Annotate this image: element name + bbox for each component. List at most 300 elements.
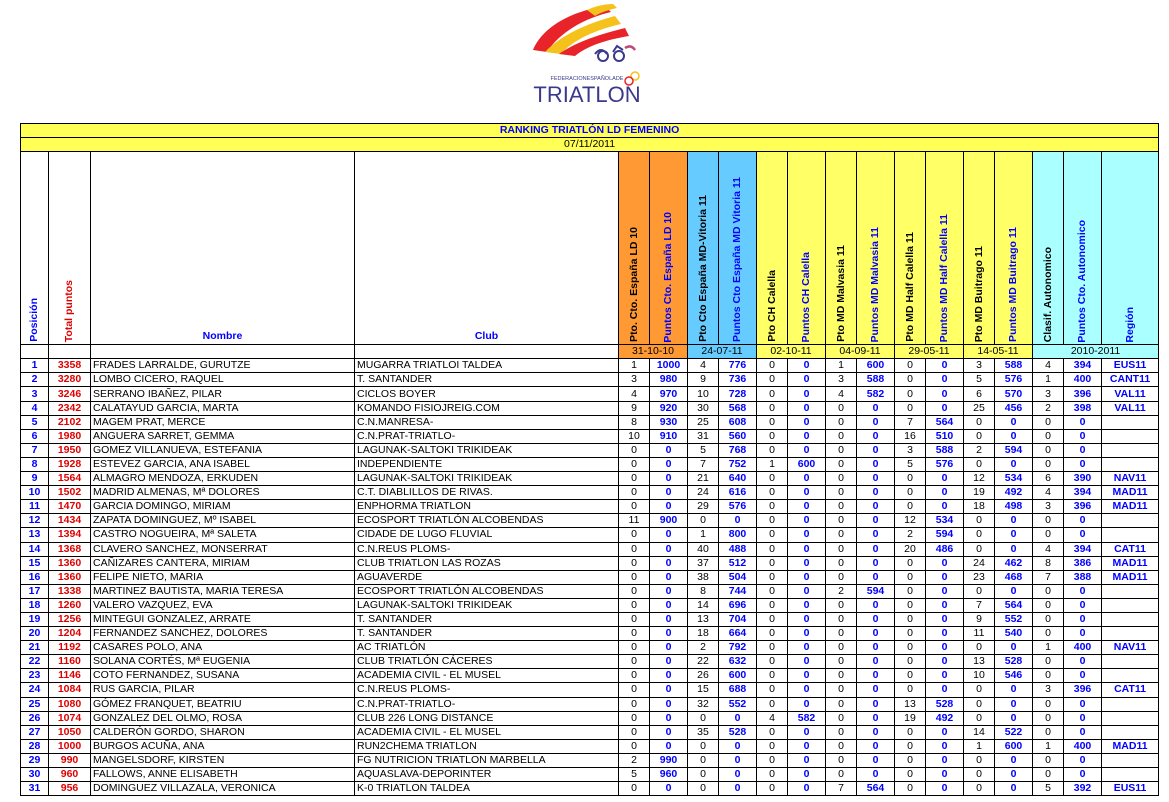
table-cell: LAGUNAK-SALTOKI TRIKIDEAK bbox=[355, 472, 619, 486]
table-cell: 970 bbox=[650, 387, 688, 401]
table-cell: 1434 bbox=[49, 514, 91, 528]
table-cell: 564 bbox=[926, 415, 964, 429]
table-cell: 0 bbox=[895, 570, 926, 584]
table-cell: 10 bbox=[21, 486, 49, 500]
table-cell: 0 bbox=[619, 627, 650, 641]
table-cell: ACADEMIA CIVIL - EL MUSEL bbox=[355, 725, 619, 739]
table-cell: 10 bbox=[688, 387, 719, 401]
table-cell: 0 bbox=[1064, 443, 1102, 457]
table-cell: 0 bbox=[788, 768, 826, 782]
table-cell: 0 bbox=[1033, 768, 1064, 782]
table-cell: 26 bbox=[21, 711, 49, 725]
table-cell: 0 bbox=[964, 753, 995, 767]
table-cell: 0 bbox=[995, 514, 1033, 528]
table-cell: 4 bbox=[1033, 359, 1064, 373]
table-cell: 0 bbox=[826, 768, 857, 782]
table-cell: 0 bbox=[788, 401, 826, 415]
table-cell: 504 bbox=[719, 570, 757, 584]
table-cell: 0 bbox=[895, 584, 926, 598]
table-cell: 0 bbox=[650, 443, 688, 457]
table-cell: 1 bbox=[1033, 739, 1064, 753]
table-row bbox=[21, 472, 1159, 486]
table-cell: 0 bbox=[757, 768, 788, 782]
table-cell: 1080 bbox=[49, 697, 91, 711]
table-cell: 1260 bbox=[49, 598, 91, 612]
table-cell: 29 bbox=[688, 500, 719, 514]
table-cell: 0 bbox=[857, 472, 895, 486]
table-cell: 492 bbox=[926, 711, 964, 725]
header-c12: Puntos MD Buitrago 11 bbox=[995, 152, 1033, 345]
table-cell: 608 bbox=[719, 415, 757, 429]
table-cell: MAGEM PRAT, MERCE bbox=[91, 415, 355, 429]
table-cell: 0 bbox=[857, 514, 895, 528]
table-cell bbox=[1102, 753, 1159, 767]
table-cell: 11 bbox=[619, 514, 650, 528]
table-cell: 0 bbox=[757, 514, 788, 528]
table-cell: 776 bbox=[719, 359, 757, 373]
table-row bbox=[21, 500, 1159, 514]
table-cell: 0 bbox=[1033, 429, 1064, 443]
table-cell: 0 bbox=[857, 711, 895, 725]
table-cell: K-0 TRIATLON TALDEA bbox=[355, 782, 619, 796]
table-cell: 24 bbox=[688, 486, 719, 500]
table-cell: 0 bbox=[1064, 669, 1102, 683]
table-cell: BURGOS ACUÑA, ANA bbox=[91, 739, 355, 753]
table-cell: 0 bbox=[619, 443, 650, 457]
table-cell: 0 bbox=[1064, 415, 1102, 429]
table-cell: 728 bbox=[719, 387, 757, 401]
table-cell: 5 bbox=[688, 443, 719, 457]
table-cell: 0 bbox=[895, 598, 926, 612]
table-cell: 0 bbox=[650, 472, 688, 486]
table-cell: 16 bbox=[21, 570, 49, 584]
table-cell: 21 bbox=[21, 641, 49, 655]
table-cell: 0 bbox=[650, 627, 688, 641]
table-cell: 0 bbox=[826, 669, 857, 683]
table-cell: 2 bbox=[964, 443, 995, 457]
table-cell: GOMEZ VILLANUEVA, ESTEFANIA bbox=[91, 443, 355, 457]
table-cell: 0 bbox=[895, 627, 926, 641]
table-cell: 704 bbox=[719, 612, 757, 626]
table-cell: 1502 bbox=[49, 486, 91, 500]
table-cell: 0 bbox=[1064, 598, 1102, 612]
table-cell: 980 bbox=[650, 373, 688, 387]
table-cell: 1050 bbox=[49, 725, 91, 739]
table-cell bbox=[1102, 514, 1159, 528]
table-cell: 3 bbox=[826, 373, 857, 387]
table-cell: 0 bbox=[995, 768, 1033, 782]
table-cell: 0 bbox=[1033, 669, 1064, 683]
table-cell: 0 bbox=[857, 612, 895, 626]
table-cell: VAL11 bbox=[1102, 387, 1159, 401]
table-cell: 0 bbox=[826, 753, 857, 767]
table-cell: 0 bbox=[1033, 415, 1064, 429]
table-cell: CAT11 bbox=[1102, 683, 1159, 697]
table-cell: NAV11 bbox=[1102, 641, 1159, 655]
table-cell: 0 bbox=[788, 739, 826, 753]
table-cell: T. SANTANDER bbox=[355, 373, 619, 387]
table-cell: 1928 bbox=[49, 457, 91, 471]
table-cell: 7 bbox=[1033, 570, 1064, 584]
table-cell: 396 bbox=[1064, 500, 1102, 514]
table-cell: 28 bbox=[21, 739, 49, 753]
ranking-title: RANKING TRIATLÓN LD FEMENINO bbox=[21, 124, 1159, 138]
table-row bbox=[21, 359, 1159, 373]
table-cell: 0 bbox=[757, 415, 788, 429]
table-cell: LAGUNAK-SALTOKI TRIKIDEAK bbox=[355, 598, 619, 612]
table-cell: 4 bbox=[757, 711, 788, 725]
table-cell: 0 bbox=[1033, 655, 1064, 669]
table-cell: ACADEMIA CIVIL - EL MUSEL bbox=[355, 669, 619, 683]
table-cell: 0 bbox=[926, 500, 964, 514]
table-cell: 0 bbox=[757, 401, 788, 415]
table-cell: 3 bbox=[1033, 500, 1064, 514]
table-cell: 0 bbox=[926, 627, 964, 641]
table-cell: 0 bbox=[1064, 528, 1102, 542]
table-cell: C.N.MANRESA- bbox=[355, 415, 619, 429]
table-cell: 0 bbox=[895, 373, 926, 387]
table-cell: 0 bbox=[788, 584, 826, 598]
table-cell: 498 bbox=[995, 500, 1033, 514]
table-cell: 1 bbox=[688, 528, 719, 542]
date-cto-espana-ld: 31-10-10 bbox=[619, 345, 688, 359]
header-c6: Puntos CH Calella bbox=[788, 152, 826, 345]
table-cell: 0 bbox=[719, 768, 757, 782]
table-cell: 600 bbox=[719, 669, 757, 683]
header-c10: Puntos MD Half Calella 11 bbox=[926, 152, 964, 345]
table-cell: 1368 bbox=[49, 542, 91, 556]
table-cell: 0 bbox=[857, 570, 895, 584]
table-cell: 32 bbox=[688, 697, 719, 711]
table-cell: 0 bbox=[857, 768, 895, 782]
table-cell: 0 bbox=[619, 542, 650, 556]
table-cell: 7 bbox=[964, 598, 995, 612]
table-cell: 10 bbox=[619, 429, 650, 443]
table-cell: 616 bbox=[719, 486, 757, 500]
table-cell: 6 bbox=[21, 429, 49, 443]
table-cell: 398 bbox=[1064, 401, 1102, 415]
table-cell bbox=[1102, 443, 1159, 457]
svg-text:TRIATLON: TRIATLON bbox=[533, 82, 641, 107]
table-cell: 27 bbox=[21, 725, 49, 739]
table-cell: 688 bbox=[719, 683, 757, 697]
table-cell: 1360 bbox=[49, 556, 91, 570]
table-cell: 1146 bbox=[49, 669, 91, 683]
table-cell: 1256 bbox=[49, 612, 91, 626]
table-cell: 0 bbox=[826, 598, 857, 612]
table-cell: 30 bbox=[688, 401, 719, 415]
table-cell: 0 bbox=[719, 739, 757, 753]
table-cell: 900 bbox=[650, 514, 688, 528]
table-cell: 0 bbox=[995, 683, 1033, 697]
table-cell bbox=[1102, 415, 1159, 429]
table-cell: ALMAGRO MENDOZA, ERKUDEN bbox=[91, 472, 355, 486]
table-cell: 588 bbox=[857, 373, 895, 387]
table-cell: 960 bbox=[650, 768, 688, 782]
table-cell: 8 bbox=[21, 457, 49, 471]
table-cell: 8 bbox=[1033, 556, 1064, 570]
table-cell: 12 bbox=[964, 472, 995, 486]
table-cell: 0 bbox=[857, 669, 895, 683]
table-cell: KOMANDO FISIOJREIG.COM bbox=[355, 401, 619, 415]
table-cell: 0 bbox=[826, 612, 857, 626]
table-cell: 0 bbox=[757, 556, 788, 570]
table-cell: 0 bbox=[1064, 753, 1102, 767]
table-cell: 20 bbox=[21, 627, 49, 641]
table-cell: 0 bbox=[926, 359, 964, 373]
table-cell bbox=[1102, 612, 1159, 626]
table-cell: 1 bbox=[619, 359, 650, 373]
table-cell: 0 bbox=[895, 486, 926, 500]
table-cell: 13 bbox=[21, 528, 49, 542]
header-c3: Pto Cto España MD-Vitoria 11 bbox=[688, 152, 719, 345]
table-cell: 0 bbox=[926, 782, 964, 796]
table-cell: 0 bbox=[650, 556, 688, 570]
table-cell: 0 bbox=[788, 373, 826, 387]
table-cell: CALDERÓN GORDO, SHARON bbox=[91, 725, 355, 739]
table-cell: 0 bbox=[926, 683, 964, 697]
table-cell: 576 bbox=[926, 457, 964, 471]
table-cell: 0 bbox=[650, 457, 688, 471]
table-cell: 0 bbox=[826, 725, 857, 739]
table-cell: CLAVERO SANCHEZ, MONSERRAT bbox=[91, 542, 355, 556]
table-cell: 456 bbox=[995, 401, 1033, 415]
table-cell: GONZALEZ DEL OLMO, ROSA bbox=[91, 711, 355, 725]
table-cell: 2 bbox=[826, 584, 857, 598]
date-half-calella: 29-05-11 bbox=[895, 345, 964, 359]
table-cell: 0 bbox=[895, 612, 926, 626]
table-cell: 0 bbox=[757, 612, 788, 626]
table-row bbox=[21, 697, 1159, 711]
table-cell: 0 bbox=[650, 584, 688, 598]
table-cell: 0 bbox=[995, 711, 1033, 725]
table-cell: 0 bbox=[995, 429, 1033, 443]
table-cell: 1074 bbox=[49, 711, 91, 725]
table-row bbox=[21, 627, 1159, 641]
table-cell: 0 bbox=[826, 443, 857, 457]
table-cell: 0 bbox=[688, 753, 719, 767]
table-cell: 0 bbox=[757, 542, 788, 556]
table-cell: 0 bbox=[964, 697, 995, 711]
table-cell: 3 bbox=[619, 373, 650, 387]
table-cell: 0 bbox=[1033, 697, 1064, 711]
table-cell: 0 bbox=[788, 359, 826, 373]
table-cell: 0 bbox=[788, 655, 826, 669]
date-malvasia: 04-09-11 bbox=[826, 345, 895, 359]
date-row bbox=[21, 345, 1159, 359]
table-cell: 5 bbox=[21, 415, 49, 429]
table-cell: 23 bbox=[964, 570, 995, 584]
table-cell: 0 bbox=[926, 753, 964, 767]
header-nombre: Nombre bbox=[91, 152, 355, 345]
table-row bbox=[21, 782, 1159, 796]
table-cell: 0 bbox=[788, 782, 826, 796]
table-cell: 12 bbox=[21, 514, 49, 528]
table-cell: ESTEVEZ GARCIA, ANA ISABEL bbox=[91, 457, 355, 471]
table-cell: 0 bbox=[619, 711, 650, 725]
table-cell: 0 bbox=[857, 627, 895, 641]
table-cell: 0 bbox=[650, 500, 688, 514]
table-cell: 792 bbox=[719, 641, 757, 655]
table-cell: 0 bbox=[788, 669, 826, 683]
table-cell: 0 bbox=[926, 669, 964, 683]
table-cell: INDEPENDIENTE bbox=[355, 457, 619, 471]
table-cell: 0 bbox=[619, 782, 650, 796]
table-cell: 6 bbox=[1033, 472, 1064, 486]
table-cell: 0 bbox=[857, 655, 895, 669]
table-cell: LOMBO CICERO, RAQUEL bbox=[91, 373, 355, 387]
table-cell: CAÑIZARES CANTERA, MIRIAM bbox=[91, 556, 355, 570]
table-cell: 0 bbox=[757, 373, 788, 387]
table-cell: EUS11 bbox=[1102, 359, 1159, 373]
table-row bbox=[21, 443, 1159, 457]
table-cell: 24 bbox=[21, 683, 49, 697]
table-cell: 0 bbox=[964, 641, 995, 655]
table-cell: 990 bbox=[650, 753, 688, 767]
table-cell: C.N.PRAT-TRIATLO- bbox=[355, 697, 619, 711]
table-cell: 920 bbox=[650, 401, 688, 415]
table-cell: 0 bbox=[788, 429, 826, 443]
table-cell: 1564 bbox=[49, 472, 91, 486]
table-cell: 0 bbox=[688, 514, 719, 528]
table-cell: 0 bbox=[688, 739, 719, 753]
table-cell: 0 bbox=[757, 584, 788, 598]
table-cell: 0 bbox=[757, 472, 788, 486]
table-cell: 0 bbox=[1033, 528, 1064, 542]
table-cell: 0 bbox=[964, 782, 995, 796]
table-cell: 0 bbox=[826, 415, 857, 429]
table-cell: 0 bbox=[619, 641, 650, 655]
table-cell: 600 bbox=[995, 739, 1033, 753]
table-cell: 0 bbox=[995, 528, 1033, 542]
table-cell: 396 bbox=[1064, 683, 1102, 697]
table-cell: MARTINEZ BAUTISTA, MARIA TERESA bbox=[91, 584, 355, 598]
table-cell: 0 bbox=[619, 500, 650, 514]
table-row bbox=[21, 556, 1159, 570]
table-cell: 0 bbox=[857, 753, 895, 767]
table-cell: 552 bbox=[995, 612, 1033, 626]
table-cell: 0 bbox=[1064, 768, 1102, 782]
table-cell: 24 bbox=[964, 556, 995, 570]
header-c1: Pto. Cto. España LD 10 bbox=[619, 152, 650, 345]
table-cell: 35 bbox=[688, 725, 719, 739]
table-cell: 560 bbox=[719, 429, 757, 443]
table-cell: 0 bbox=[926, 387, 964, 401]
table-cell: 492 bbox=[995, 486, 1033, 500]
table-cell: 0 bbox=[650, 528, 688, 542]
table-cell: 8 bbox=[688, 584, 719, 598]
table-cell: 0 bbox=[788, 627, 826, 641]
table-cell: 0 bbox=[650, 739, 688, 753]
table-cell: 392 bbox=[1064, 782, 1102, 796]
table-cell: COTO FERNANDEZ, SUSANA bbox=[91, 669, 355, 683]
table-cell: 1204 bbox=[49, 627, 91, 641]
table-cell: 0 bbox=[788, 500, 826, 514]
table-cell: 528 bbox=[995, 655, 1033, 669]
table-cell: 0 bbox=[895, 401, 926, 415]
table-cell: 30 bbox=[21, 768, 49, 782]
table-cell: 1360 bbox=[49, 570, 91, 584]
table-cell: 0 bbox=[619, 584, 650, 598]
table-cell: 19 bbox=[21, 612, 49, 626]
table-cell: 1 bbox=[1033, 641, 1064, 655]
table-cell: 0 bbox=[650, 697, 688, 711]
table-cell: 0 bbox=[857, 542, 895, 556]
table-cell: 0 bbox=[964, 768, 995, 782]
table-cell: 0 bbox=[926, 401, 964, 415]
table-cell: 570 bbox=[995, 387, 1033, 401]
table-cell: 3280 bbox=[49, 373, 91, 387]
table-cell: 14 bbox=[21, 542, 49, 556]
table-cell: 0 bbox=[995, 641, 1033, 655]
table-cell: 488 bbox=[719, 542, 757, 556]
table-cell: 0 bbox=[1064, 655, 1102, 669]
table-cell: 594 bbox=[926, 528, 964, 542]
table-cell: 396 bbox=[1064, 387, 1102, 401]
table-cell: 736 bbox=[719, 373, 757, 387]
table-cell: 4 bbox=[1033, 486, 1064, 500]
date-buitrago: 14-05-11 bbox=[964, 345, 1033, 359]
table-cell: 0 bbox=[826, 641, 857, 655]
table-cell: 0 bbox=[757, 753, 788, 767]
table-cell: MAD11 bbox=[1102, 486, 1159, 500]
table-cell: 18 bbox=[688, 627, 719, 641]
table-cell: 0 bbox=[757, 570, 788, 584]
table-cell: CIDADE DE LUGO FLUVIAL bbox=[355, 528, 619, 542]
table-cell: 3 bbox=[1033, 683, 1064, 697]
table-cell: 0 bbox=[650, 725, 688, 739]
table-cell: 0 bbox=[1033, 598, 1064, 612]
table-cell: 534 bbox=[995, 472, 1033, 486]
table-row bbox=[21, 457, 1159, 471]
table-row bbox=[21, 387, 1159, 401]
table-cell: 2342 bbox=[49, 401, 91, 415]
table-cell: 0 bbox=[650, 669, 688, 683]
table-cell: 0 bbox=[650, 486, 688, 500]
table-cell: 0 bbox=[964, 514, 995, 528]
table-row bbox=[21, 655, 1159, 669]
table-cell: 0 bbox=[964, 528, 995, 542]
table-cell: 0 bbox=[964, 542, 995, 556]
table-cell: 0 bbox=[788, 641, 826, 655]
table-cell: 394 bbox=[1064, 542, 1102, 556]
table-cell: 0 bbox=[757, 782, 788, 796]
table-cell: 1338 bbox=[49, 584, 91, 598]
table-cell: 0 bbox=[757, 500, 788, 514]
table-cell: 1 bbox=[757, 457, 788, 471]
table-cell: 15 bbox=[21, 556, 49, 570]
table-cell: 0 bbox=[926, 739, 964, 753]
table-cell: T. SANTANDER bbox=[355, 612, 619, 626]
table-cell: 0 bbox=[895, 472, 926, 486]
table-cell: 5 bbox=[895, 457, 926, 471]
table-cell: 0 bbox=[1033, 584, 1064, 598]
table-row bbox=[21, 725, 1159, 739]
table-cell: 956 bbox=[49, 782, 91, 796]
table-cell: 0 bbox=[719, 711, 757, 725]
table-cell: 0 bbox=[619, 472, 650, 486]
table-cell: 4 bbox=[826, 387, 857, 401]
table-row bbox=[21, 401, 1159, 415]
table-cell: 2 bbox=[688, 641, 719, 655]
table-row bbox=[21, 514, 1159, 528]
table-cell: 564 bbox=[857, 782, 895, 796]
table-cell: 0 bbox=[650, 542, 688, 556]
table-cell: C.T. DIABLILLOS DE RIVAS. bbox=[355, 486, 619, 500]
header-c13: Clasif. Autonomico bbox=[1033, 152, 1064, 345]
table-cell: 18 bbox=[964, 500, 995, 514]
table-cell: 0 bbox=[1064, 584, 1102, 598]
